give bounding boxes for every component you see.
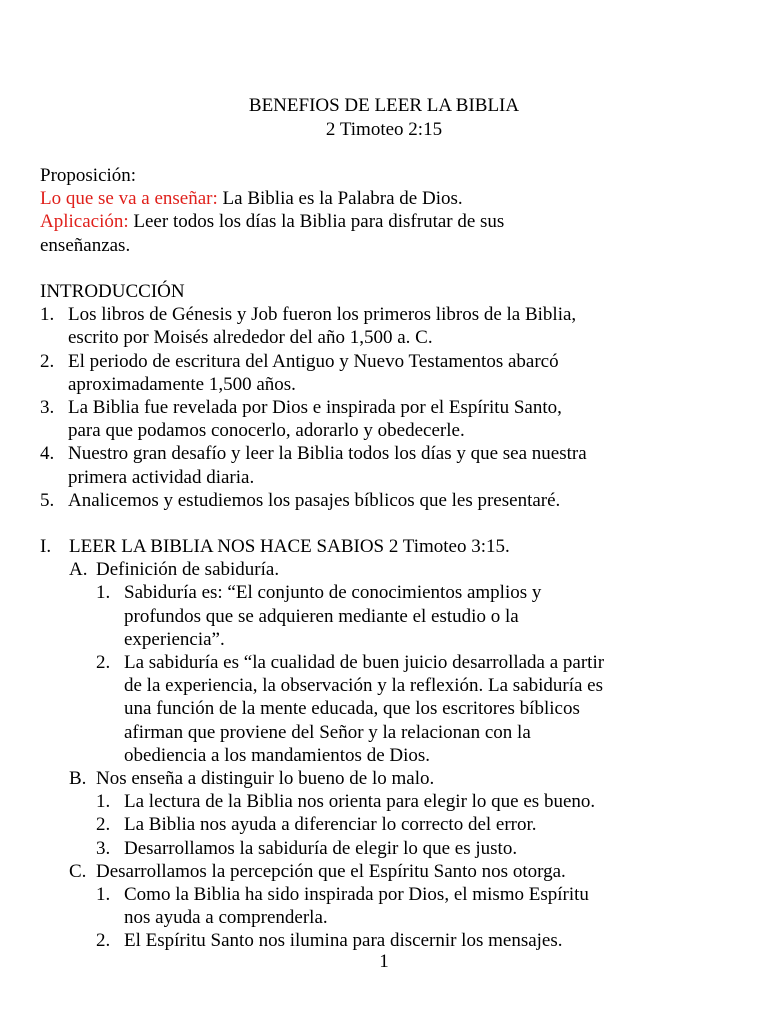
section-one-heading: LEER LA BIBLIA NOS HACE SABIOS 2 Timoteo 3:15. — [69, 536, 510, 557]
intro-item-1-text: Los libros de Génesis y Job fueron los primeros libros de la Biblia, — [68, 304, 577, 326]
subsection-a-item-1-cont-text: experiencia”. — [124, 628, 225, 650]
subsection-b — [40, 767, 740, 790]
subsection-b-item-1 — [40, 790, 740, 813]
subsection-c-letter: C. — [69, 860, 87, 882]
subsection-a-item-2-cont — [40, 697, 740, 720]
proposition-label: Proposición: — [40, 165, 137, 186]
intro-item-3-text: La Biblia fue revelada por Dios e inspirada por el Espíritu Santo, — [68, 397, 562, 419]
intro-item-4-cont-text: primera actividad diaria. — [68, 466, 255, 488]
teach-line — [40, 187, 740, 210]
section-one-body — [40, 558, 740, 952]
apply-line-continued: enseñanzas. — [40, 234, 131, 256]
subsection-c-item-1-cont-text: nos ayuda a comprenderla. — [124, 907, 328, 929]
intro-item-1-cont-text: escrito por Moisés alrededor del año 1,500 a. C. — [68, 327, 433, 349]
page-number: 1 — [379, 951, 389, 972]
subsection-c-item-1 — [40, 883, 740, 906]
subsection-b-item-2-text: La Biblia nos ayuda a diferenciar lo correcto del error. — [124, 814, 537, 836]
intro-item-1 — [40, 303, 740, 326]
subsection-a-item-2 — [40, 651, 740, 674]
subsection-a-item-2-cont — [40, 721, 740, 744]
subsection-b-item-1-text: La lectura de la Biblia nos orienta para elegir lo que es bueno. — [124, 791, 596, 813]
teach-text: La Biblia es la Palabra de Dios. — [217, 188, 463, 210]
intro-item-4-cont — [40, 466, 740, 489]
apply-text: Leer todos los días la Biblia para disfrutar de sus — [128, 211, 505, 233]
subsection-c — [40, 860, 740, 883]
subsection-c-label: Desarrollamos la percepción que el Espíritu Santo nos otorga. — [96, 860, 566, 882]
subsection-a-item-1-cont — [40, 628, 740, 651]
subsection-a-item-2-cont-text: una función de la mente educada, que los escritores bíblicos — [124, 698, 580, 720]
section-one-number: I. — [40, 536, 52, 557]
subsection-b-label: Nos enseña a distinguir lo bueno de lo malo. — [96, 768, 435, 790]
subsection-a-item-1-number: 1. — [96, 582, 111, 604]
subsection-a-item-1 — [40, 581, 740, 604]
intro-item-4 — [40, 442, 740, 465]
proposition-section — [40, 164, 740, 257]
intro-item-4-text: Nuestro gran desafío y leer la Biblia todos los días y que sea nuestra — [68, 443, 587, 465]
subsection-a-item-2-cont — [40, 674, 740, 697]
subsection-a-item-2-cont — [40, 744, 740, 767]
section-one-heading-line — [40, 535, 740, 558]
subsection-a-item-1-cont — [40, 605, 740, 628]
subsection-b-letter: B. — [69, 768, 87, 790]
subsection-a-item-2-cont-text: de la experiencia, la observación y la reflexión. La sabiduría es — [124, 675, 604, 697]
document-reference: 2 Timoteo 2:15 — [325, 119, 443, 140]
subsection-a-letter: A. — [69, 559, 88, 581]
subsection-a-item-1-cont-text: profundos que se adquieren mediante el estudio o la — [124, 605, 519, 627]
subsection-a-item-2-cont-text: afirman que proviene del Señor y la relacionan con la — [124, 721, 531, 743]
intro-section — [40, 280, 740, 512]
subsection-b-item-3-text: Desarrollamos la sabiduría de elegir lo que es justo. — [124, 837, 518, 859]
intro-item-2-number: 2. — [40, 350, 55, 372]
intro-item-2 — [40, 350, 740, 373]
intro-item-3 — [40, 396, 740, 419]
subsection-b-item-2 — [40, 813, 740, 836]
subsection-c-item-1-number: 1. — [96, 884, 111, 906]
intro-item-5-text: Analicemos y estudiemos los pasajes bíblicos que les presentaré. — [68, 489, 561, 511]
subsection-a-item-2-text: La sabiduría es “la cualidad de buen juicio desarrollada a partir — [124, 652, 605, 674]
intro-item-2-text: El periodo de escritura del Antiguo y Nuevo Testamentos abarcó — [68, 350, 559, 372]
intro-item-1-number: 1. — [40, 304, 55, 326]
intro-item-2-cont — [40, 373, 740, 396]
apply-line — [40, 210, 740, 233]
document-title: BENEFIOS DE LEER LA BIBLIA — [248, 95, 520, 116]
intro-list — [40, 303, 740, 512]
subsection-c-item-2-text: El Espíritu Santo nos ilumina para discernir los mensajes. — [124, 930, 563, 952]
intro-item-3-cont-text: para que podamos conocerlo, adorarlo y obedecerle. — [68, 420, 465, 442]
subsection-a-label: Definición de sabiduría. — [96, 559, 280, 581]
subsection-b-item-3-number: 3. — [96, 837, 111, 859]
subsection-b-item-3 — [40, 837, 740, 860]
subsection-a-item-2-cont-text: obediencia a los mandamientos de Dios. — [124, 744, 431, 766]
subsection-b-item-2-number: 2. — [96, 814, 111, 836]
intro-item-5-number: 5. — [40, 489, 55, 511]
intro-heading: INTRODUCCIÓN — [40, 281, 185, 302]
subsection-c-item-2-number: 2. — [96, 930, 111, 952]
subsection-b-item-1-number: 1. — [96, 791, 111, 813]
intro-item-3-number: 3. — [40, 397, 55, 419]
subsection-c-item-1-cont — [40, 906, 740, 929]
subsection-a — [40, 558, 740, 581]
apply-label: Aplicación: — [40, 211, 129, 233]
subsection-a-item-2-number: 2. — [96, 652, 111, 674]
intro-item-2-cont-text: aproximadamente 1,500 años. — [68, 373, 296, 395]
intro-item-1-cont — [40, 326, 740, 349]
section-one — [40, 535, 740, 953]
intro-item-4-number: 4. — [40, 443, 55, 465]
subsection-a-item-1-text: Sabiduría es: “El conjunto de conocimientos amplios y — [124, 582, 542, 604]
intro-item-5 — [40, 489, 740, 512]
intro-item-3-cont — [40, 419, 740, 442]
subsection-c-item-1-text: Como la Biblia ha sido inspirada por Dios, el mismo Espíritu — [124, 884, 589, 906]
teach-label: Lo que se va a enseñar: — [40, 188, 218, 210]
